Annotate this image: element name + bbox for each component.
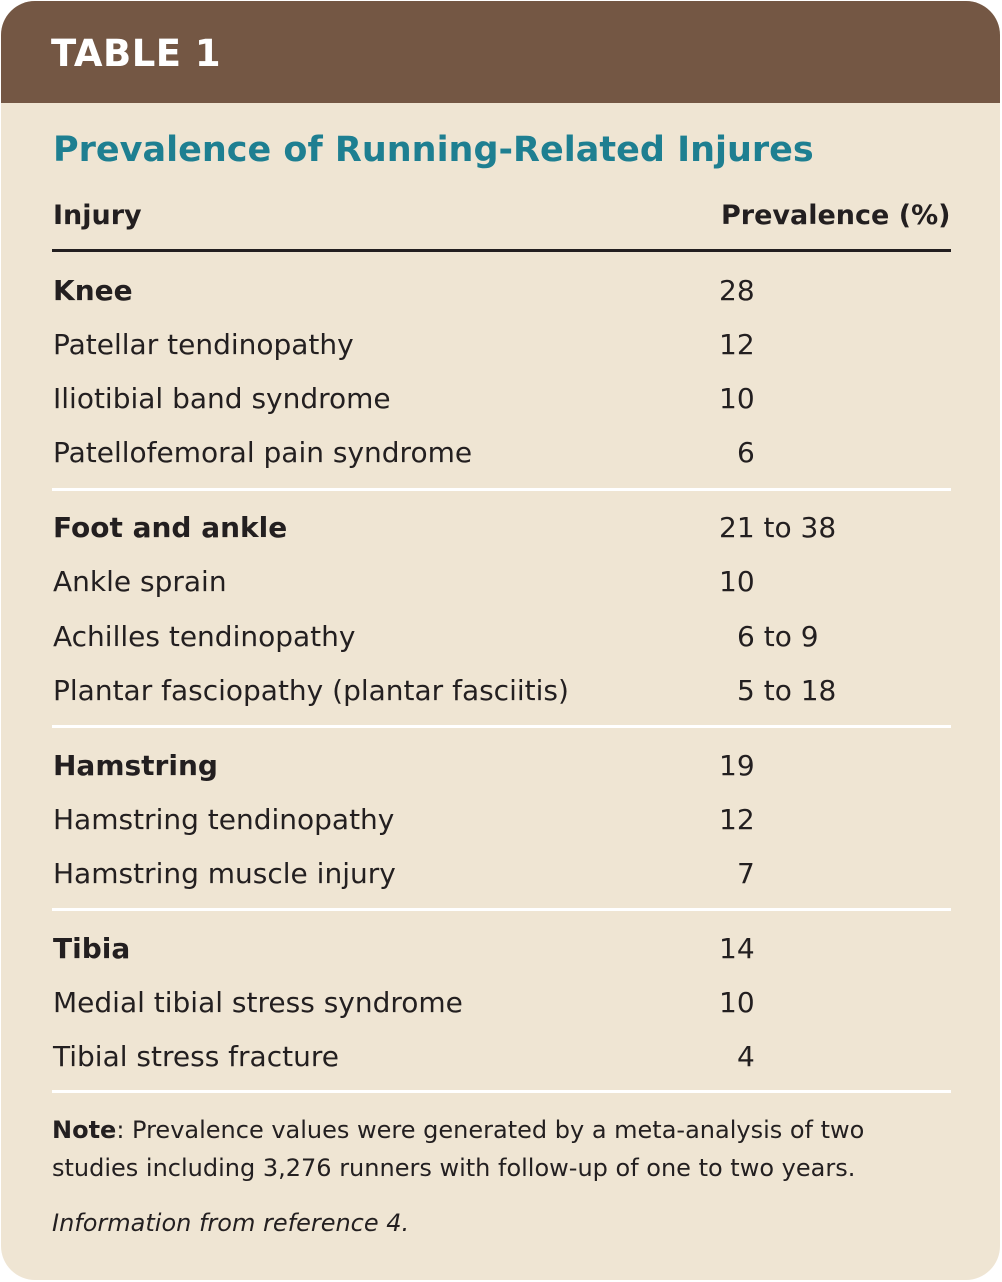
note-text: : Prevalence values were generated by a meta-analysis of two studies including 3,276 runners with follow-up of one to two years. [52,1116,865,1182]
table-row [1,976,1000,1030]
group-divider [52,1090,951,1093]
table-row [1,610,1000,664]
injury-name: Tibial stress fracture [53,1040,339,1073]
injury-prevalence: 5 to 18 [737,674,837,707]
note-label: Note [52,1116,117,1144]
table-row [1,664,1000,718]
injury-name: Iliotibial band syndrome [53,382,391,415]
table-row [1,555,1000,609]
injury-name: Patellofemoral pain syndrome [53,436,473,469]
injury-prevalence: 10 [719,986,755,1019]
table-note [52,1111,957,1187]
table-row [1,372,1000,426]
group-divider [52,725,951,728]
category-name: Tibia [53,932,131,965]
table-title: Prevalence of Running-Related Injures [53,130,814,170]
table-row [1,847,1000,901]
header-rule [52,249,951,252]
table-row [1,318,1000,372]
group-divider [52,488,951,491]
injury-prevalence: 10 [719,565,755,598]
column-header-prevalence: Prevalence (%) [721,200,951,231]
category-prevalence: 14 [719,932,755,965]
injury-name: Ankle sprain [53,565,227,598]
table-row [1,793,1000,847]
category-row [1,739,1000,793]
category-row [1,922,1000,976]
injury-name: Hamstring muscle injury [53,857,396,890]
category-name: Foot and ankle [53,511,288,544]
injury-name: Hamstring tendinopathy [53,803,395,836]
injury-prevalence: 6 [737,436,755,469]
source-citation: Information from reference 4. [52,1209,410,1237]
column-header-injury: Injury [53,200,142,231]
category-prevalence: 28 [719,274,755,307]
category-row [1,264,1000,318]
category-name: Knee [53,274,133,307]
injury-prevalence: 4 [737,1040,755,1073]
table-number: TABLE 1 [51,32,222,75]
injury-prevalence: 12 [719,803,755,836]
group-divider [52,908,951,911]
category-name: Hamstring [53,749,218,782]
injury-name: Medial tibial stress syndrome [53,986,463,1019]
injury-name: Plantar fasciopathy (plantar fasciitis) [53,674,569,707]
injury-name: Achilles tendinopathy [53,620,356,653]
category-row [1,501,1000,555]
injury-name: Patellar tendinopathy [53,328,354,361]
injury-prevalence: 10 [719,382,755,415]
category-prevalence: 19 [719,749,755,782]
injury-prevalence: 7 [737,857,755,890]
table-banner [1,1,1000,103]
table-row [1,1030,1000,1084]
table-row [1,426,1000,480]
injury-prevalence: 12 [719,328,755,361]
table-card [1,1,1000,1280]
injury-prevalence: 6 to 9 [737,620,819,653]
category-prevalence: 21 to 38 [719,511,837,544]
